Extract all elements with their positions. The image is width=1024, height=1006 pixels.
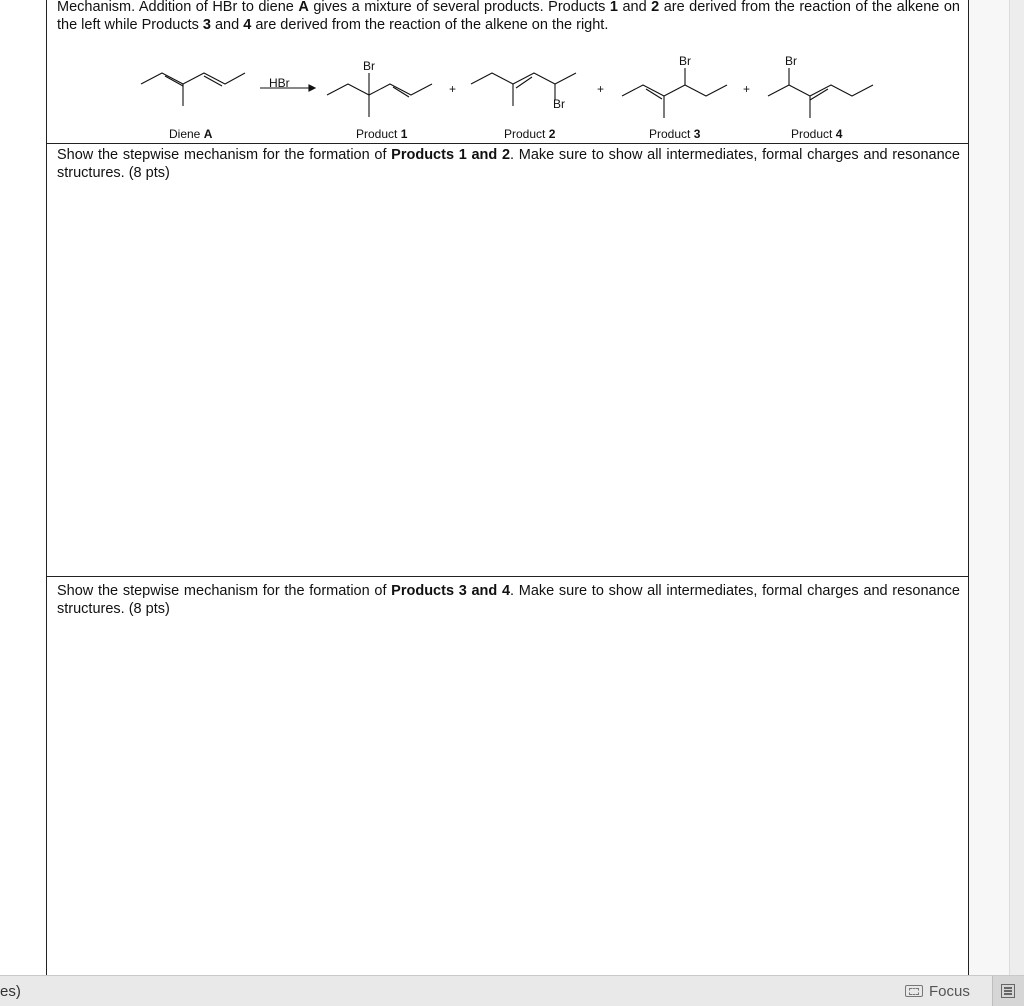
section-1-text: . Make sure to show all intermediates, formal charges and resonance structures. (8 pts): [57, 147, 960, 181]
status-text: es): [0, 983, 21, 1000]
intro-text: are derived from the reaction of the alkene on the right.: [251, 17, 609, 33]
focus-icon: [905, 985, 923, 997]
focus-label: Focus: [929, 982, 970, 1000]
bromine-label: Br: [785, 54, 797, 68]
bromine-label: Br: [553, 97, 565, 111]
section-2-bold: Products 3 and 4: [391, 583, 511, 599]
section-2-text: . Make sure to show all intermediates, formal charges and resonance structures. (8 pts): [57, 583, 960, 617]
bromine-label: Br: [679, 54, 691, 68]
intro-text: and: [617, 0, 652, 15]
intro-bold-3: 3: [202, 17, 211, 33]
product-4-structure: [768, 68, 873, 118]
diene-a-structure: [141, 73, 245, 106]
section-1-prompt: [57, 146, 960, 182]
focus-button[interactable]: [905, 981, 970, 1001]
reagent-hbr: HBr: [269, 76, 290, 90]
section-divider: [46, 143, 969, 144]
product-1-structure: [327, 73, 432, 117]
question-intro: [57, 0, 960, 34]
section-1-bold: Products 1 and 2: [391, 147, 511, 163]
plus-sign: +: [449, 82, 457, 96]
product-3-structure: [622, 68, 727, 118]
intro-bold-1: 1: [609, 0, 618, 15]
plus-sign: +: [597, 82, 605, 96]
label-product-4: Product 4: [791, 127, 843, 141]
label-product-3: Product 3: [649, 127, 701, 141]
intro-bold-2: 2: [651, 0, 660, 15]
label-diene-a: Diene A: [169, 127, 213, 141]
intro-bold-4: 4: [243, 17, 252, 33]
intro-bold-a: A: [298, 0, 309, 15]
section-1-text: Show the stepwise mechanism for the formation of: [57, 147, 392, 163]
status-bar: [0, 975, 1024, 1006]
bromine-label: Br: [363, 59, 375, 73]
page-border-left: [46, 0, 47, 975]
page-view-button[interactable]: [992, 976, 1024, 1006]
intro-text: gives a mixture of several products. Products: [308, 0, 610, 15]
page-view-icon: [1001, 984, 1015, 998]
document-gutter: [969, 0, 1009, 975]
section-2-text: Show the stepwise mechanism for the formation of: [57, 583, 392, 599]
intro-text: and: [210, 17, 244, 33]
label-product-1: Product 1: [356, 127, 408, 141]
intro-text: are derived from the reaction of the alkene on the left while Products: [57, 0, 960, 33]
section-divider: [46, 576, 969, 577]
scrollbar[interactable]: [1009, 0, 1024, 975]
section-2-prompt: [57, 582, 960, 618]
intro-text: Mechanism. Addition of HBr to diene: [57, 0, 299, 15]
reaction-scheme: [47, 40, 968, 144]
plus-sign: +: [743, 82, 751, 96]
label-product-2: Product 2: [504, 127, 556, 141]
